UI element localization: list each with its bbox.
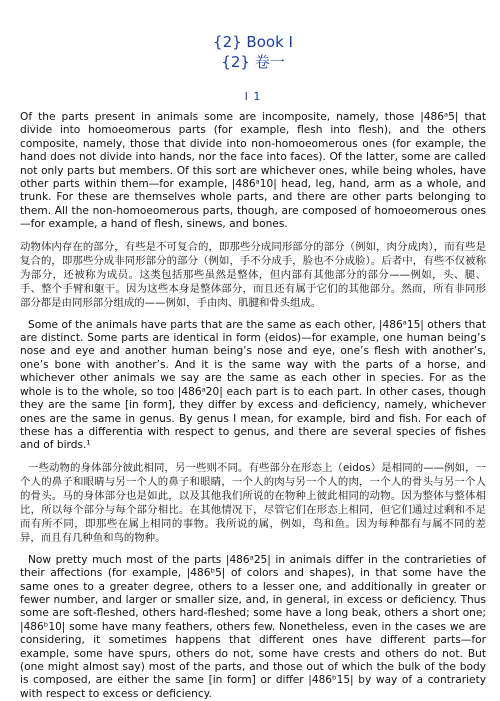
paragraph-en: Some of the animals have parts that are the same as each other, |486ᵃ15| others that are distinct. Some parts are identical in form (eidos)—for example, one human being’s nose and eye and another human being’s nose and eye, one’s flesh with another’s, one’s bone with another’s. And it is the same way with the parts of a horse, and whichever other animals we say are the same as each other in species. For as the whole is to the whole, so too |486ᵃ20| each part is to each part. In other cases, though they are the same [in form], they differ by excess and deficiency, namely, whichever ones are the same in genus. By genus I mean, for example, bird and fish. For each of these has a differentia with respect to genus, and there are several species of fishes and of birds.¹ [20, 318, 486, 452]
section-heading: I 1 [244, 90, 262, 103]
paragraph-zh: 动物体内存在的部分，有些是不可复合的，即那些分成同形部分的部分（例如，肉分成肉），而有些是复合的，即那些分成非同形部分的部分（例如，手不分成手，脸也不分成脸）。后者中，有些不仅被称为部分，还被称为成员。这类包括那些虽然是整体，但内部有其他部分的部分——例如，头、腿、手、整个手臂和躯干。因为这些本身是整体部分，而且还有属于它们的其他部分。然而，所有非同形部分都是由同形部分组成的——例如，手由肉、肌腱和骨头组成。 [20, 240, 486, 309]
book-title-chinese: {2} 卷一 [221, 53, 285, 71]
paragraph-en: Of the parts present in animals some are incomposite, namely, those |486ᵃ5| that divide into homoeomerous parts (for example, flesh into flesh), and the others composite, namely, those that divide into non-homoeomerous ones (for example, the hand does not divide into hands, nor the face into faces). Of the latter, some are called not only parts but members. Of this sort are whichever ones, while being wholes, have other parts within them—for example, |486ᵃ10| head, leg, hand, arm as a whole, and trunk. For these are themselves whole parts, and there are other parts belonging to them. All the non-homoeomerous parts, though, are composed of homoeomerous ones—for example, a hand of flesh, sinews, and bones. [20, 111, 486, 231]
paragraph-zh: 一些动物的身体部分彼此相同，另一些则不同。有些部分在形态上（eidos）是相同的——例如，一个人的鼻子和眼睛与另一个人的鼻子和眼睛，一个人的肉与另一个人的肉，一个人的骨头与另一个人的骨头。马的身体部分也是如此，以及其他我们所说的在物种上彼此相同的动物。因为整体与整体相比，所以每个部分与每个部分相比。在其他情况下，尽管它们在形态上相同，但它们通过过剩和不足而有所不同，即那些在属上相同的事物。我所说的属，例如，鸟和鱼。因为每种都有与属不同的差异，而且有几种鱼和鸟的物种。 [20, 461, 486, 544]
document-body [20, 111, 486, 701]
book-title-english: {2} Book I [213, 33, 293, 51]
paragraph-en: Now pretty much most of the parts |486ᵃ25| in animals differ in the contrarieties of their affections (for example, |486ᵇ5| of colors and shapes), in that some have the same ones to a greater degree, others to a lesser one, and additionally in greater or fewer number, and larger or smaller size, and, in general, in excess or deficiency. Thus some are soft-fleshed, others hard-fleshed; some have a long beak, others a short one; |486ᵇ10| some have many feathers, others few. Nonetheless, even in the cases we are considering, it sometimes happens that different ones have different parts—for example, some have spurs, others do not, some have crests and others do not. But (one might almost say) most of the parts, and those out of which the bulk of the body is composed, are either the same [in form] or differ |486ᵇ15| by way of a contrariety with respect to excess or deficiency. [20, 553, 486, 700]
